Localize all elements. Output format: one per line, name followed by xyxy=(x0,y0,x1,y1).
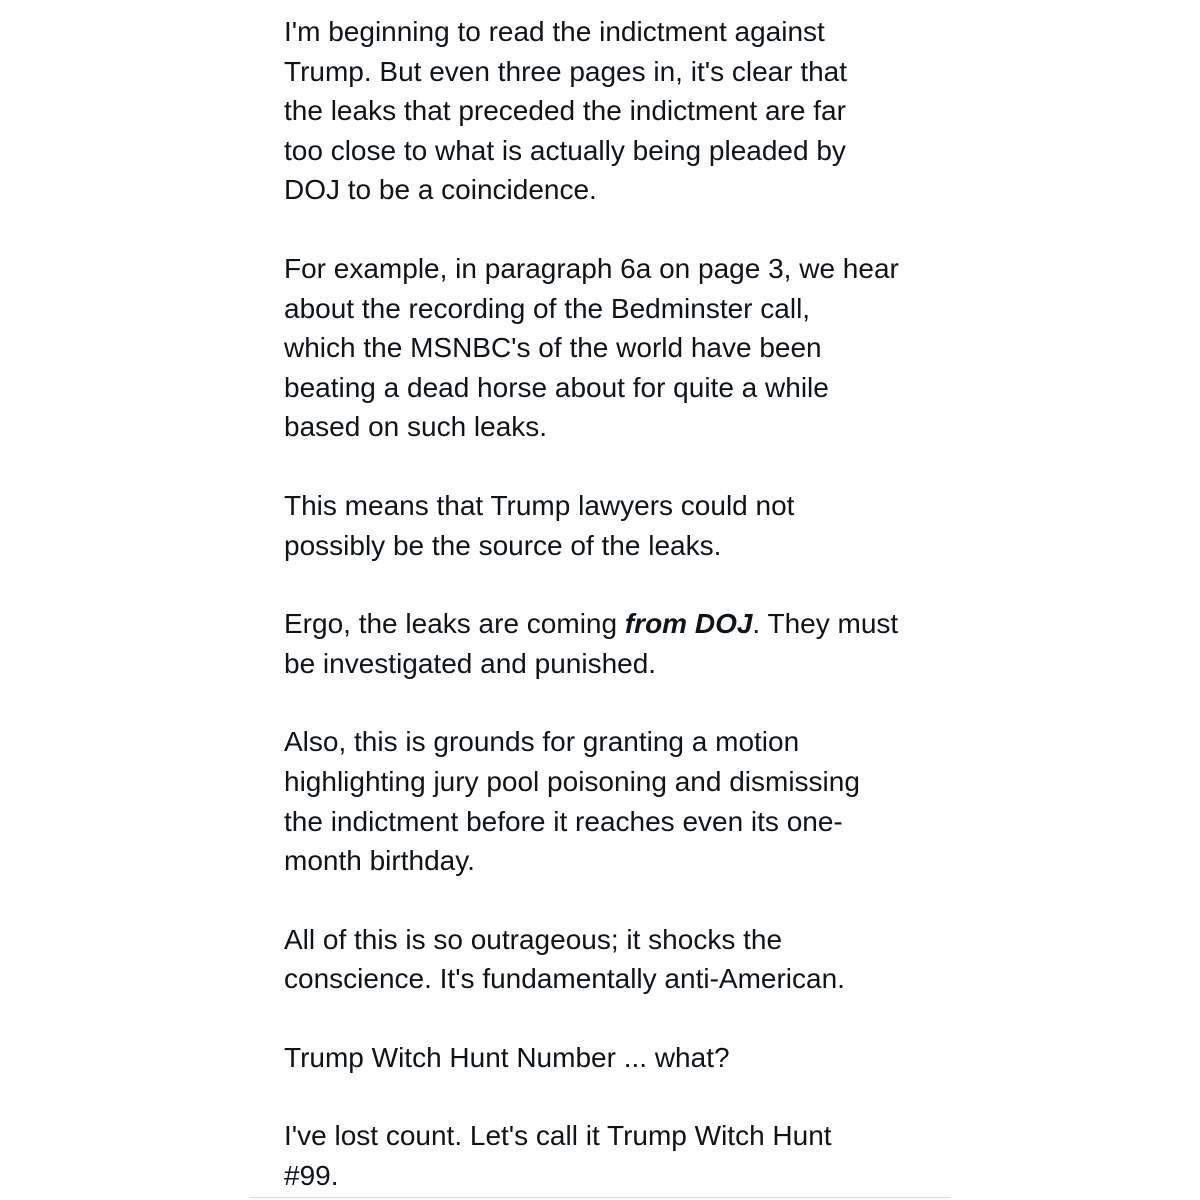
paragraph-3 xyxy=(284,486,934,565)
text-line: possibly be the source of the leaks. xyxy=(284,529,722,561)
post-body xyxy=(284,12,934,1200)
text-line: the leaks that preceded the indictment are far xyxy=(284,95,846,127)
paragraph-7 xyxy=(284,1038,934,1078)
paragraph-1 xyxy=(284,12,934,210)
text-line: beating a dead horse about for quite a while xyxy=(284,371,829,403)
divider xyxy=(250,1197,950,1198)
text-line: DOJ to be a coincidence. xyxy=(284,174,597,206)
text-line: All of this is so outrageous; it shocks the xyxy=(284,923,783,955)
text-line: I've lost count. Let's call it Trump Witch Hunt xyxy=(284,1120,832,1152)
paragraph-6 xyxy=(284,920,934,999)
text-line: For example, in paragraph 6a on page 3, we hear xyxy=(284,252,899,284)
text-line: Also, this is grounds for granting a motion xyxy=(284,726,800,758)
text-line xyxy=(284,604,934,644)
text-fragment: . They must xyxy=(752,608,899,640)
paragraph-2 xyxy=(284,249,934,447)
text-line: month birthday. xyxy=(284,845,475,877)
text-fragment: Ergo, the leaks are coming xyxy=(284,608,625,640)
text-line: the indictment before it reaches even its one- xyxy=(284,805,843,837)
text-line: Trump. But even three pages in, it's clear that xyxy=(284,55,848,87)
paragraph-8 xyxy=(284,1116,934,1195)
text-line: This means that Trump lawyers could not xyxy=(284,489,795,521)
text-line: conscience. It's fundamentally anti-American. xyxy=(284,963,845,995)
text-line: be investigated and punished. xyxy=(284,647,657,679)
text-line: based on such leaks. xyxy=(284,411,548,443)
text-line: which the MSNBC's of the world have been xyxy=(284,332,822,364)
emphasis-text: from DOJ xyxy=(624,608,753,640)
text-line: Trump Witch Hunt Number ... what? xyxy=(284,1041,730,1073)
paragraph-4 xyxy=(284,604,934,683)
text-line: #99. xyxy=(284,1160,339,1192)
text-line: too close to what is actually being pleaded by xyxy=(284,134,846,166)
paragraph-5 xyxy=(284,722,934,880)
text-line: highlighting jury pool poisoning and dismissing xyxy=(284,765,860,797)
text-line: I'm beginning to read the indictment against xyxy=(284,16,825,47)
text-line: about the recording of the Bedminster call, xyxy=(284,292,811,324)
